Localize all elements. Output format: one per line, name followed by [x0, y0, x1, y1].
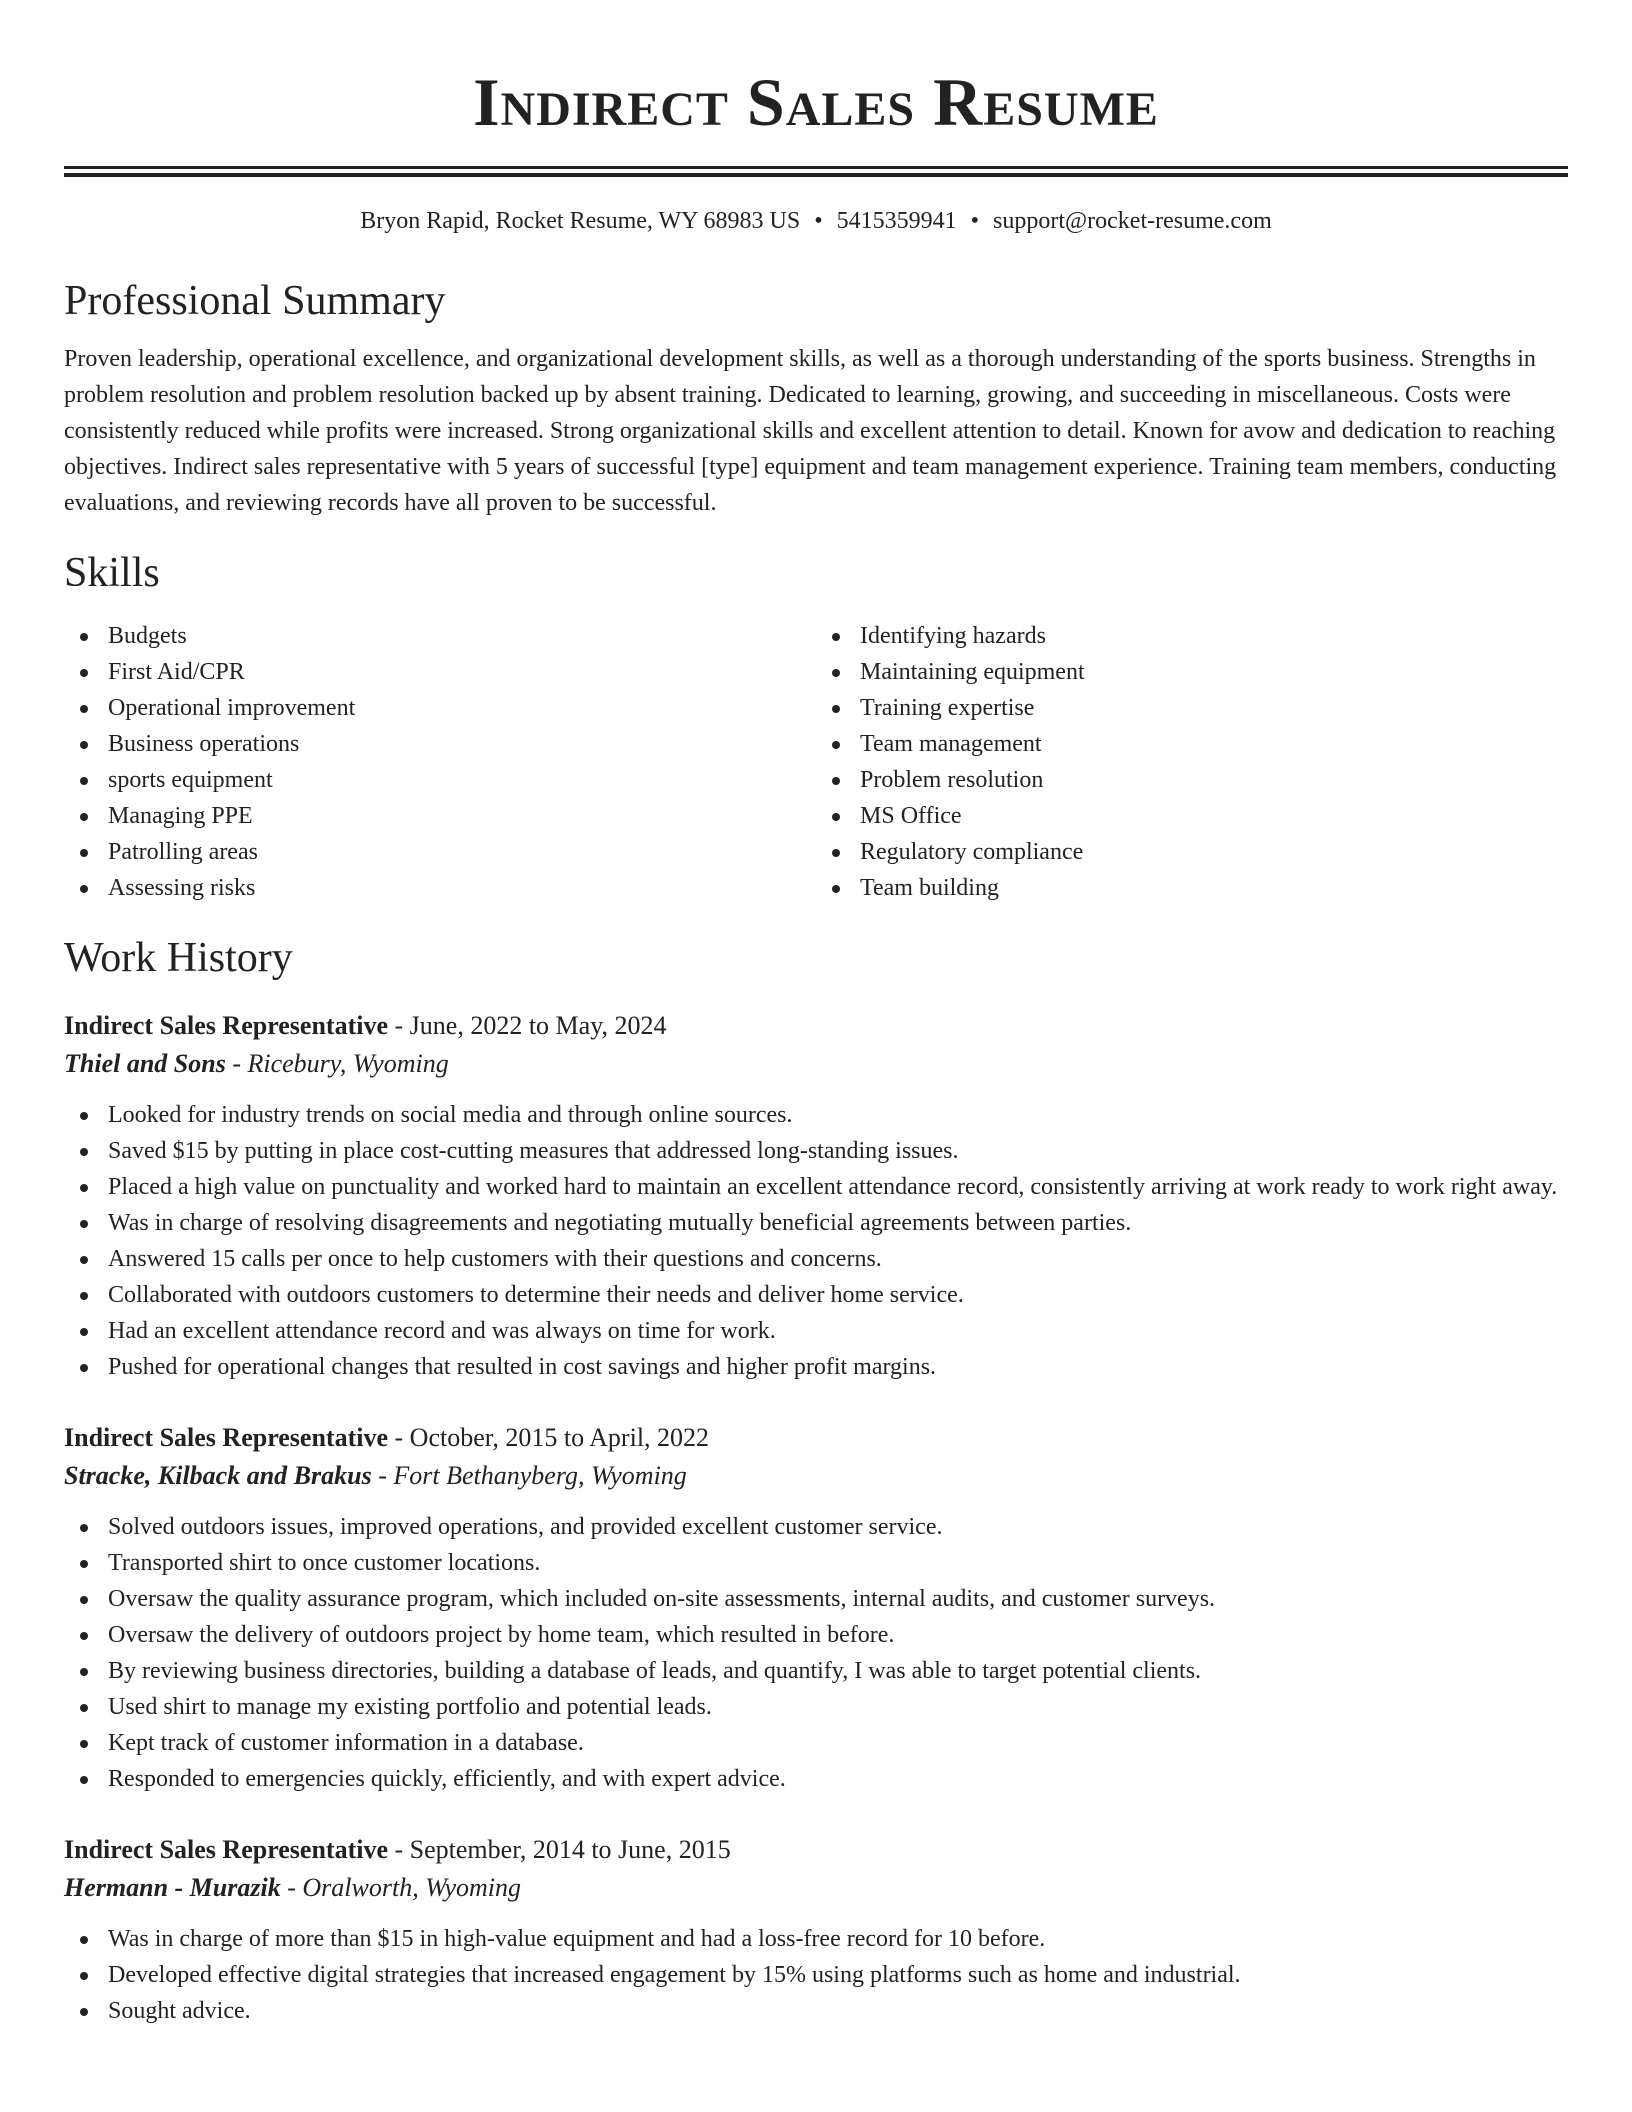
contact-email: support@rocket-resume.com [993, 208, 1272, 234]
skill-item: Team management [816, 726, 1568, 762]
job-title: Indirect Sales Representative [64, 1835, 388, 1864]
professional-summary-section [64, 276, 1568, 521]
job-entry [64, 1419, 1568, 1797]
job-bullet: Used shirt to manage my existing portfolio and potential leads. [64, 1689, 1568, 1725]
skill-item: Managing PPE [64, 798, 816, 834]
skill-item: Business operations [64, 726, 816, 762]
job-bullet: Pushed for operational changes that resulted in cost savings and higher profit margins. [64, 1349, 1568, 1385]
summary-text: Proven leadership, operational excellence, and organizational development skills, as well as a thorough understanding of the sports business. Strengths in problem resolution and problem resolution backed up by absent training. Dedicated to learning, growing, and succeeding in miscellaneous. Costs were consistently reduced while profits were increased. Strong organizational skills and excellent attention to detail. Known for avow and dedication to reaching objectives. Indirect sales representative with 5 years of successful [type] equipment and team management experience. Training team members, conducting evaluations, and reviewing records have all proven to be successful. [64, 346, 1557, 516]
title-divider [64, 166, 1568, 177]
job-bullet: Placed a high value on punctuality and worked hard to maintain an excellent attendance record, consistently arriving at work ready to work right away. [64, 1169, 1568, 1205]
skills-section [64, 548, 1568, 906]
job-bullets [64, 1097, 1568, 1385]
job-bullet: Collaborated with outdoors customers to determine their needs and deliver home service. [64, 1277, 1568, 1313]
skills-right-list [816, 618, 1568, 906]
job-bullet: Responded to emergencies quickly, efficiently, and with expert advice. [64, 1761, 1568, 1797]
company-location: Oralworth, Wyoming [302, 1873, 522, 1902]
summary-heading: Professional Summary [64, 278, 446, 324]
company-location: Fort Bethanyberg, Wyoming [393, 1461, 687, 1490]
job-bullet: Was in charge of more than $15 in high-value equipment and had a loss-free record for 10 before. [64, 1921, 1568, 1957]
work-history-heading: Work History [64, 935, 293, 981]
company-name: Hermann - Murazik [64, 1873, 281, 1902]
job-bullet: Oversaw the delivery of outdoors project by home team, which resulted in before. [64, 1617, 1568, 1653]
job-title: Indirect Sales Representative [64, 1011, 388, 1040]
contact-separator: • [814, 208, 823, 234]
company-line: Hermann - Murazik - Oralworth, Wyoming [64, 1873, 522, 1902]
job-bullet: By reviewing business directories, building a database of leads, and quantify, I was able to target potential clients. [64, 1653, 1568, 1689]
company-line: Thiel and Sons - Ricebury, Wyoming [64, 1049, 449, 1078]
contact-line [64, 206, 1568, 236]
skill-item: Assessing risks [64, 870, 816, 906]
job-entry [64, 1831, 1568, 2029]
company-line: Stracke, Kilback and Brakus - Fort Bethanyberg, Wyoming [64, 1461, 687, 1490]
skill-item: MS Office [816, 798, 1568, 834]
skill-item: Budgets [64, 618, 816, 654]
skill-item: Regulatory compliance [816, 834, 1568, 870]
job-dates: October, 2015 to April, 2022 [409, 1423, 710, 1452]
company-name: Thiel and Sons [64, 1049, 226, 1078]
skill-item: Operational improvement [64, 690, 816, 726]
job-bullet: Saved $15 by putting in place cost-cutting measures that addressed long-standing issues. [64, 1133, 1568, 1169]
job-bullet: Oversaw the quality assurance program, which included on-site assessments, internal audits, and customer surveys. [64, 1581, 1568, 1617]
company-location: Ricebury, Wyoming [247, 1049, 449, 1078]
work-history-section [64, 933, 1568, 2029]
resume-title: Indirect Sales Resume [473, 64, 1159, 140]
contact-address: Bryon Rapid, Rocket Resume, WY 68983 US [360, 208, 801, 234]
skill-item: sports equipment [64, 762, 816, 798]
job-title-line: Indirect Sales Representative - October, 2015 to April, 2022 [64, 1423, 710, 1452]
job-bullets [64, 1509, 1568, 1797]
company-name: Stracke, Kilback and Brakus [64, 1461, 372, 1490]
skill-item: Identifying hazards [816, 618, 1568, 654]
job-bullet: Was in charge of resolving disagreements and negotiating mutually beneficial agreements between parties. [64, 1205, 1568, 1241]
job-bullets [64, 1921, 1568, 2029]
job-bullet: Kept track of customer information in a database. [64, 1725, 1568, 1761]
job-bullet: Had an excellent attendance record and was always on time for work. [64, 1313, 1568, 1349]
skills-heading: Skills [64, 550, 160, 596]
job-bullet: Solved outdoors issues, improved operations, and provided excellent customer service. [64, 1509, 1568, 1545]
skill-item: Maintaining equipment [816, 654, 1568, 690]
job-bullet: Answered 15 calls per once to help customers with their questions and concerns. [64, 1241, 1568, 1277]
job-bullet: Developed effective digital strategies that increased engagement by 15% using platforms such as home and industrial. [64, 1957, 1568, 1993]
skill-item: First Aid/CPR [64, 654, 816, 690]
job-bullet: Looked for industry trends on social media and through online sources. [64, 1097, 1568, 1133]
job-entry [64, 1007, 1568, 1385]
contact-separator: • [970, 208, 980, 234]
skill-item: Problem resolution [816, 762, 1568, 798]
job-title-line: Indirect Sales Representative - June, 2022 to May, 2024 [64, 1011, 667, 1040]
skill-item: Team building [816, 870, 1568, 906]
job-bullet: Sought advice. [64, 1993, 1568, 2029]
job-title: Indirect Sales Representative [64, 1423, 388, 1452]
skills-columns [64, 618, 1568, 906]
skill-item: Patrolling areas [64, 834, 816, 870]
skill-item: Training expertise [816, 690, 1568, 726]
contact-phone: 5415359941 [836, 208, 957, 234]
job-bullet: Transported shirt to once customer locations. [64, 1545, 1568, 1581]
job-dates: September, 2014 to June, 2015 [409, 1835, 731, 1864]
job-title-line: Indirect Sales Representative - September, 2014 to June, 2015 [64, 1835, 731, 1864]
job-dates: June, 2022 to May, 2024 [409, 1011, 667, 1040]
skills-left-list [64, 618, 816, 906]
